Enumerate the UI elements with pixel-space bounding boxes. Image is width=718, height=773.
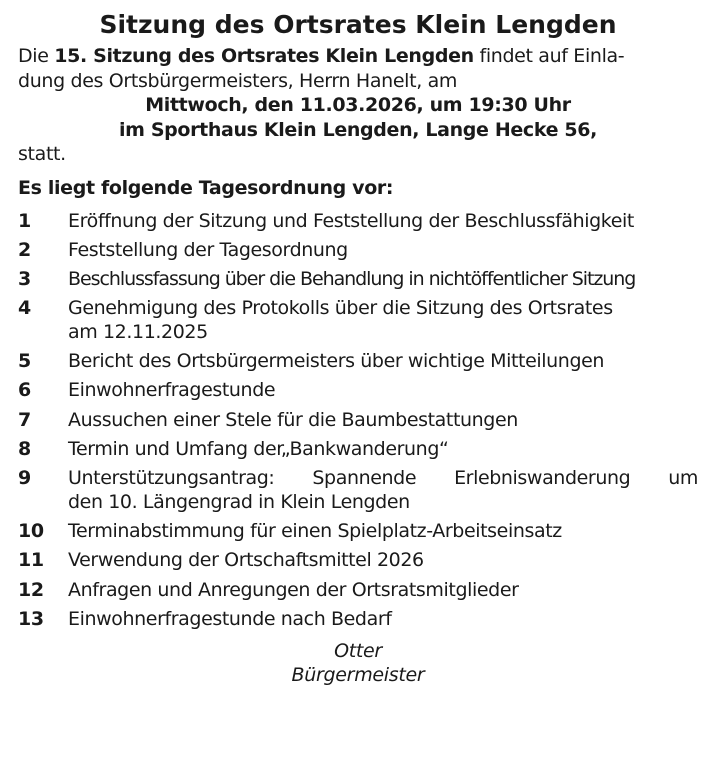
agenda-item-number: 1	[18, 209, 31, 232]
agenda-item	[18, 408, 698, 433]
agenda-item-number: 5	[18, 350, 31, 373]
agenda-item-text	[68, 548, 698, 573]
agenda-item-text	[68, 408, 698, 433]
agenda-item-text	[68, 209, 698, 234]
agenda-item-number: 7	[18, 408, 31, 431]
agenda-item-line: Terminabstimmung für einen Spielplatz-Arbeitseinsatz	[68, 520, 562, 543]
agenda-item	[18, 349, 698, 374]
agenda-item-number: 11	[18, 549, 44, 572]
intro-line-1	[18, 44, 698, 69]
agenda-item-line: Einwohnerfragestunde	[68, 379, 276, 402]
agenda-item	[18, 296, 698, 345]
intro-paragraph	[18, 44, 698, 167]
agenda-item-number: 9	[18, 466, 31, 489]
agenda-item-text	[68, 378, 698, 403]
agenda-item	[18, 209, 698, 234]
agenda-item	[18, 578, 698, 603]
intro-line-2: dung des Ortsbürgermeisters, Herrn Hanelt, am	[18, 69, 458, 92]
agenda-item-line: Unterstützungsantrag: Spannende Erlebniswanderung um	[68, 466, 698, 489]
intro-prefix: Die	[18, 45, 55, 67]
signature-role: Bürgermeister	[291, 664, 425, 687]
agenda-item-text	[68, 437, 698, 462]
document-page	[18, 8, 698, 687]
agenda-item-text	[68, 238, 698, 263]
agenda-item-number: 4	[18, 296, 31, 319]
agenda-item-line: Eröffnung der Sitzung und Feststellung der Beschlussfähigkeit	[68, 209, 634, 232]
meeting-date: Mittwoch, den 11.03.2026, um 19:30 Uhr	[145, 94, 571, 116]
agenda-item-line: Genehmigung des Protokolls über die Sitzung des Ortsrates	[68, 296, 613, 319]
agenda-item	[18, 378, 698, 403]
agenda-item	[18, 607, 698, 632]
agenda-item-number: 2	[18, 238, 31, 261]
agenda-item-text	[68, 466, 698, 515]
agenda-item-line: am 12.11.2025	[68, 321, 208, 344]
signature-block	[18, 639, 698, 687]
agenda-item-number: 10	[18, 520, 44, 543]
agenda-item	[18, 238, 698, 263]
agenda-item	[18, 548, 698, 573]
agenda-heading: Es liegt folgende Tagesordnung vor:	[18, 176, 394, 199]
agenda-item-text	[68, 578, 698, 603]
document-title: Sitzung des Ortsrates Klein Lengden	[99, 10, 617, 39]
agenda-item-number: 13	[18, 607, 44, 630]
agenda-item-number: 12	[18, 578, 44, 601]
agenda-item-number: 6	[18, 379, 31, 402]
agenda-list	[18, 209, 698, 632]
agenda-item-text	[68, 296, 698, 345]
agenda-item-line: Beschlussfassung über die Behandlung in nichtöffentlicher Sitzung	[68, 267, 636, 290]
agenda-item-text	[68, 349, 698, 374]
agenda-item	[18, 519, 698, 544]
intro-closing: statt.	[18, 143, 66, 165]
agenda-item-line: Termin und Umfang der„Bankwanderung“	[68, 437, 449, 460]
signature-name: Otter	[334, 640, 382, 663]
agenda-item-text	[68, 607, 698, 632]
agenda-item	[18, 466, 698, 515]
agenda-item-line: Anfragen und Anregungen der Ortsratsmitglieder	[68, 578, 519, 601]
agenda-item-number: 8	[18, 437, 31, 460]
agenda-item	[18, 267, 698, 292]
agenda-item	[18, 437, 698, 462]
agenda-item-text	[68, 519, 698, 544]
agenda-item-line: Aussuchen einer Stele für die Baumbestattungen	[68, 408, 518, 431]
agenda-item-line: Einwohnerfragestunde nach Bedarf	[68, 607, 392, 630]
intro-session-name: 15. Sitzung des Ortsrates Klein Lengden	[54, 45, 474, 67]
agenda-item-line: den 10. Längengrad in Klein Lengden	[68, 491, 410, 514]
agenda-item-number: 3	[18, 267, 31, 290]
intro-suffix: findet auf Einla-	[473, 45, 625, 67]
agenda-item-line: Bericht des Ortsbürgermeisters über wichtige Mitteilungen	[68, 350, 605, 373]
agenda-item-text	[68, 267, 698, 292]
agenda-item-line: Feststellung der Tagesordnung	[68, 238, 348, 261]
meeting-location: im Sporthaus Klein Lengden, Lange Hecke 56,	[118, 118, 598, 141]
agenda-item-line: Verwendung der Ortschaftsmittel 2026	[68, 549, 424, 572]
